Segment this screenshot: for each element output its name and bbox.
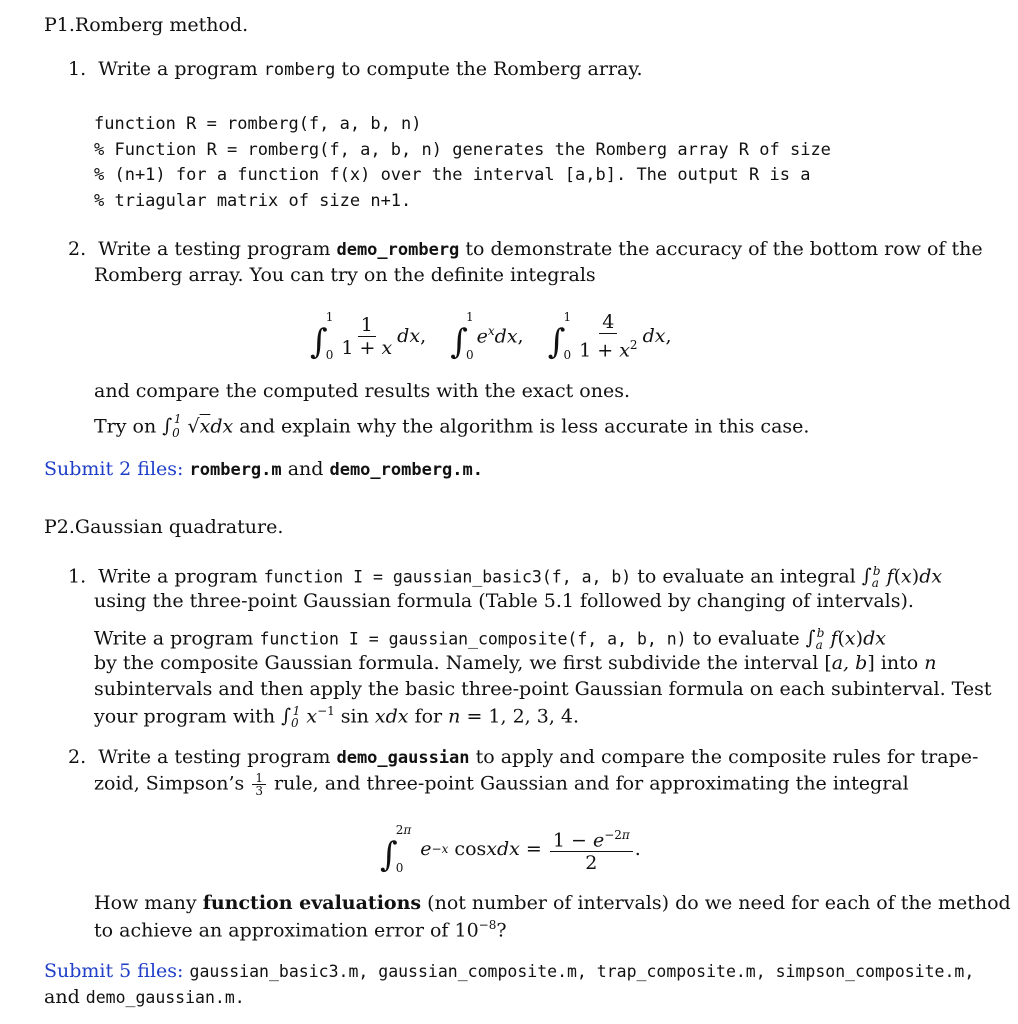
p1-item2-line2: Romberg array. You can try on the definite integrals [94,264,596,286]
fraction: $\frac{4}{1 + x^2}$ [579,310,638,362]
code-line: function R = romberg(f, a, b, n) [94,114,422,134]
integral-limits: 1 0 [465,310,474,362]
p2-howmany-text: How many [94,892,197,914]
p1-item2-text-end: to demonstrate the accuracy of the bottom row of the [465,238,983,260]
integrals-equation: ∫ 1 0 $\frac{1}{1 + x}$ dx , ∫ 1 0 $e^xdx$ , ∫ 1 0 $\frac{4}{1 + x^2}$ dx , [310,310,672,362]
p1-item1-code: romberg [263,60,336,80]
p2-item2-number: 2. [68,746,87,768]
p2-item2-line2 [94,772,909,797]
p1-try-text: Try on [94,415,157,438]
gaussian-equation: ∫ 2π 0 e −x cos xdx = $\frac{1 - e^{-2\pi}}{2}$ . [380,823,641,875]
p1-submit [44,458,483,480]
integral-limits: 1 0 [563,310,572,362]
p2-howmany-line2-text: to achieve an approximation error of 10 [94,919,479,942]
p2-para-line3: subintervals and then apply the basic three-point Gaussian formula on each subinterval. Test [94,678,992,700]
p2-para-line2-text: by the composite Gaussian formula. Namely, we first subdivide the interval [94,652,819,674]
integral-sign: ∫ [380,835,398,875]
code-block [94,112,831,214]
p2-item1-text: Write a program [98,565,258,588]
p2-item2-line2-text: zoid, Simpson’s [94,772,245,795]
code-line: % Function R = romberg(f, a, b, n) generates the Romberg array R of size [94,139,831,160]
p1-submit-file: romberg.m [189,460,282,480]
p2-howmany [94,892,1011,914]
p1-heading: P1.Romberg method. [44,14,249,36]
p2-howmany-line2: to achieve an approximation error of $10^{-8}$? [94,918,507,942]
p2-para-code: function I = gaussian_composite(f, a, b, n) [259,629,687,649]
p2-item2-text-end: to apply and compare the composite rules for trape- [475,746,979,768]
p1-item1 [68,58,643,80]
integral-sign: ∫ [450,322,468,362]
p1-compare: and compare the computed results with the exact ones. [94,380,630,402]
p2-para-line2-into: into [880,652,919,674]
p1-item2-text: Write a testing program [98,238,331,260]
integral-limits: 1 0 [325,310,334,362]
p2-para-line4-for: for [414,705,443,728]
integral-sign: ∫ [310,322,328,362]
p2-howmany-bold: function evaluations [202,892,422,914]
p1-submit-file: demo_romberg.m. [329,460,483,480]
p1-try: Try on $\int_0^1$ √xdx and explain why the algorithm is less accurate in this case. [94,412,810,441]
p2-para-line2: by the composite Gaussian formula. Namely, we first subdivide the interval [a, b] into n [94,652,937,674]
one-third-fraction: $\frac{1}{3}$ [252,772,266,797]
p2-item1-text-end: to evaluate an integral [637,565,856,588]
p2-howmany-text-end: (not number of intervals) do we need for each of the method [427,892,1011,914]
p1-submit-and: and [287,458,324,480]
p2-item1-line2: using the three-point Gaussian formula (Table 5.1 followed by changing of intervals). [94,590,914,612]
p1-item2 [68,238,983,260]
fraction: $\frac{1}{1 + x}$ [341,313,393,359]
p1-submit-label: Submit 2 files: [44,458,184,480]
p1-item2-code: demo_romberg [336,240,460,260]
p2-para-text: Write a program [94,627,254,650]
p2-item1: 1. Write a program function I = gaussian_basic3(f, a, b) to evaluate an integral $\int_a^b$ f(x)dx [68,564,943,591]
fraction: $\frac{1 - e^{-2\pi}}{2}$ [550,824,633,874]
p2-submit [44,960,974,982]
p2-para-line4-text: your program with [94,705,276,728]
p2-submit-and: and [44,986,80,1008]
integral-limits: 2π 0 [395,823,412,875]
p2-para-line1: Write a program function I = gaussian_composite(f, a, b, n) to evaluate $\int_a^b$ f(x)dx [94,626,886,653]
p2-para-text-end: to evaluate [692,627,800,650]
p2-item2-line2-text-end: rule, and three-point Gaussian and for approximating the integral [274,772,909,795]
p1-item2-number: 2. [68,238,87,260]
p2-submit-file: demo_gaussian.m. [85,988,245,1007]
integral-sign: ∫ [547,322,566,362]
p2-para-line4: your program with $\int_0^1$ $x^{-1}$ sin xdx for n = 1, 2, 3, 4. [94,704,580,731]
p2-item2-code: demo_gaussian [336,748,470,768]
p2-item1-code: function I = gaussian_basic3(f, a, b) [263,567,632,587]
p1-item1-text: Write a program [98,58,258,80]
code-line: % triagular matrix of size n+1. [94,190,412,211]
p2-submit-files: gaussian_basic3.m, gaussian_composite.m, trap_composite.m, simpson_composite.m, [189,962,975,981]
p1-item1-number: 1. [68,58,87,80]
p1-item1-text-end: to compute the Romberg array. [341,58,643,80]
p2-item2 [68,746,978,768]
code-line: % (n+1) for a function f(x) over the interval [a,b]. The output R is a [94,165,811,185]
p2-heading: P2.Gaussian quadrature. [44,516,284,538]
p2-submit-label: Submit 5 files: [44,960,184,982]
p2-submit-line2 [44,986,245,1008]
p2-item1-number: 1. [68,565,87,588]
p2-item2-text: Write a testing program [98,746,331,768]
p1-try-text-end: and explain why the algorithm is less accurate in this case. [239,415,810,438]
